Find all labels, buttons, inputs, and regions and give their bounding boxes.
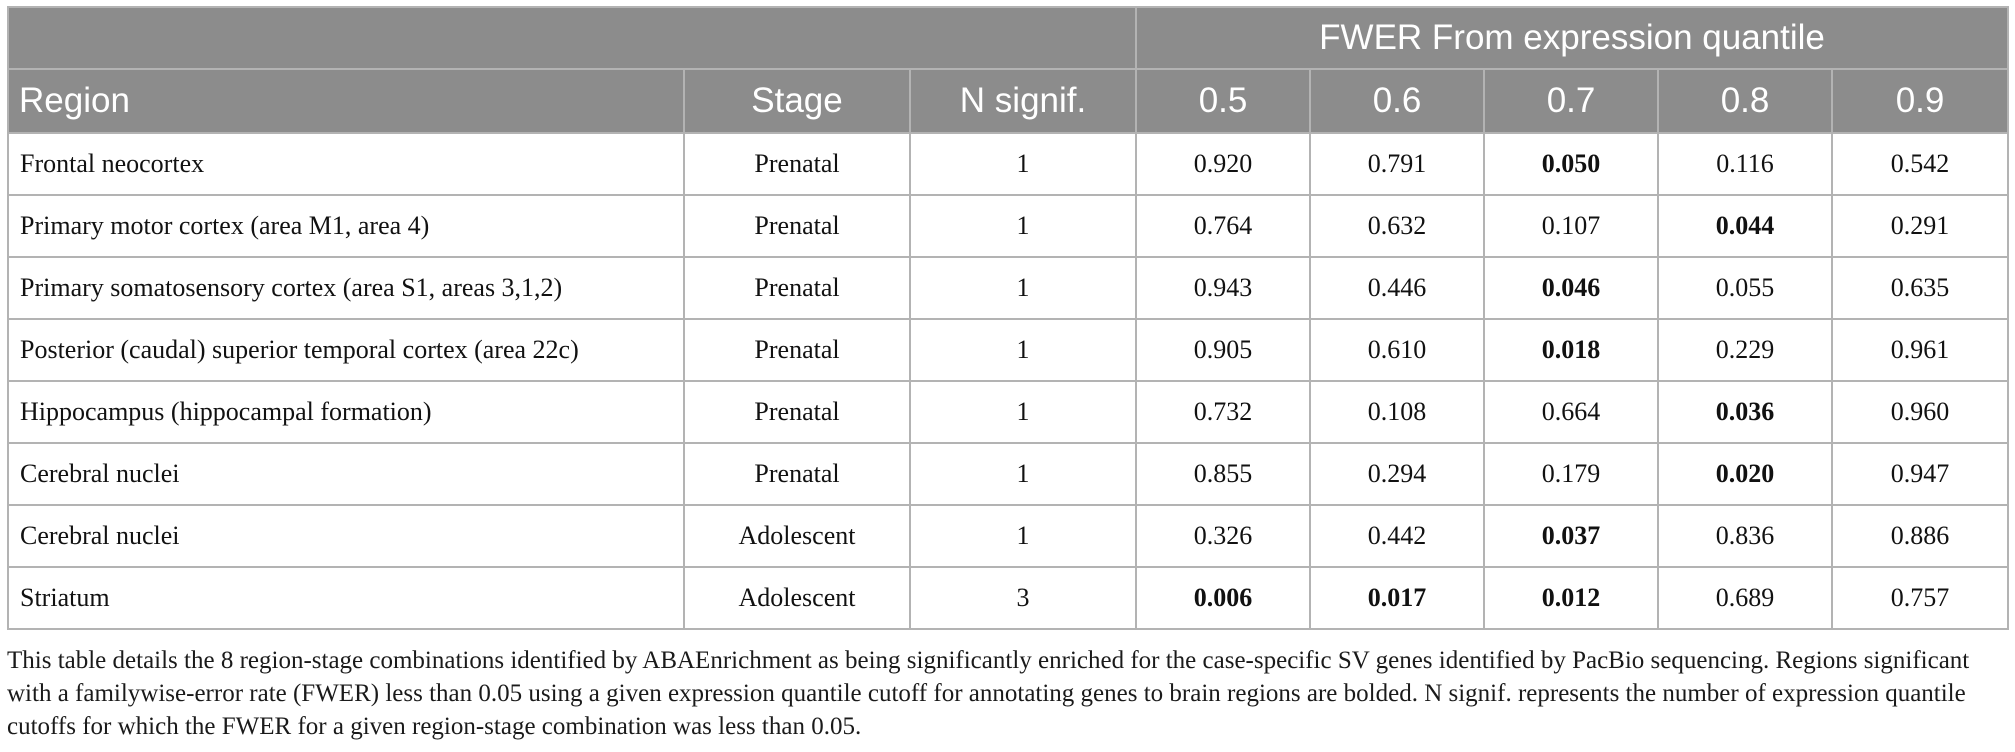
header-blank-cell <box>8 7 1136 69</box>
table-row <box>8 443 2008 505</box>
cell-fwer: 0.050 <box>1484 133 1658 195</box>
cell-fwer: 0.006 <box>1136 567 1310 629</box>
cell-fwer: 0.947 <box>1832 443 2008 505</box>
cell-fwer: 0.326 <box>1136 505 1310 567</box>
table-row <box>8 257 2008 319</box>
cell-stage: Prenatal <box>684 381 910 443</box>
cell-fwer: 0.610 <box>1310 319 1484 381</box>
cell-fwer: 0.920 <box>1136 133 1310 195</box>
cell-fwer: 0.886 <box>1832 505 2008 567</box>
cell-fwer: 0.635 <box>1832 257 2008 319</box>
cell-fwer: 0.905 <box>1136 319 1310 381</box>
cell-fwer: 0.791 <box>1310 133 1484 195</box>
cell-stage: Prenatal <box>684 319 910 381</box>
cell-stage: Adolescent <box>684 567 910 629</box>
cell-fwer: 0.291 <box>1832 195 2008 257</box>
cell-region: Primary motor cortex (area M1, area 4) <box>8 195 684 257</box>
cell-fwer: 0.855 <box>1136 443 1310 505</box>
cell-fwer: 0.044 <box>1658 195 1832 257</box>
cell-fwer: 0.943 <box>1136 257 1310 319</box>
cell-fwer: 0.036 <box>1658 381 1832 443</box>
cell-region: Posterior (caudal) superior temporal cortex (area 22c) <box>8 319 684 381</box>
cell-stage: Prenatal <box>684 195 910 257</box>
column-header-row <box>8 69 2008 133</box>
cell-fwer: 0.446 <box>1310 257 1484 319</box>
table-header <box>8 7 2008 133</box>
col-header-q08: 0.8 <box>1658 69 1832 133</box>
cell-fwer: 0.632 <box>1310 195 1484 257</box>
col-header-q05: 0.5 <box>1136 69 1310 133</box>
cell-fwer: 0.664 <box>1484 381 1658 443</box>
cell-fwer: 0.961 <box>1832 319 2008 381</box>
super-header-row <box>8 7 2008 69</box>
cell-fwer: 0.116 <box>1658 133 1832 195</box>
cell-fwer: 0.108 <box>1310 381 1484 443</box>
cell-fwer: 0.037 <box>1484 505 1658 567</box>
cell-region: Cerebral nuclei <box>8 505 684 567</box>
col-header-stage: Stage <box>684 69 910 133</box>
cell-fwer: 0.836 <box>1658 505 1832 567</box>
cell-fwer: 0.294 <box>1310 443 1484 505</box>
table-row <box>8 319 2008 381</box>
col-header-q06: 0.6 <box>1310 69 1484 133</box>
cell-fwer: 0.107 <box>1484 195 1658 257</box>
table-row <box>8 195 2008 257</box>
cell-fwer: 0.018 <box>1484 319 1658 381</box>
cell-fwer: 0.757 <box>1832 567 2008 629</box>
cell-fwer: 0.442 <box>1310 505 1484 567</box>
cell-fwer: 0.960 <box>1832 381 2008 443</box>
table-row <box>8 567 2008 629</box>
cell-fwer: 0.229 <box>1658 319 1832 381</box>
cell-fwer: 0.046 <box>1484 257 1658 319</box>
cell-region: Primary somatosensory cortex (area S1, areas 3,1,2) <box>8 257 684 319</box>
table-row <box>8 505 2008 567</box>
cell-n-signif: 1 <box>910 133 1136 195</box>
table-row <box>8 133 2008 195</box>
cell-n-signif: 3 <box>910 567 1136 629</box>
cell-n-signif: 1 <box>910 381 1136 443</box>
cell-region: Frontal neocortex <box>8 133 684 195</box>
table-row <box>8 381 2008 443</box>
col-header-q09: 0.9 <box>1832 69 2008 133</box>
cell-n-signif: 1 <box>910 195 1136 257</box>
table-body <box>8 133 2008 629</box>
fwer-super-header: FWER From expression quantile <box>1136 7 2008 69</box>
cell-stage: Adolescent <box>684 505 910 567</box>
cell-fwer: 0.017 <box>1310 567 1484 629</box>
cell-fwer: 0.689 <box>1658 567 1832 629</box>
cell-n-signif: 1 <box>910 319 1136 381</box>
cell-region: Hippocampus (hippocampal formation) <box>8 381 684 443</box>
cell-fwer: 0.764 <box>1136 195 1310 257</box>
cell-n-signif: 1 <box>910 257 1136 319</box>
cell-stage: Prenatal <box>684 133 910 195</box>
cell-stage: Prenatal <box>684 257 910 319</box>
cell-stage: Prenatal <box>684 443 910 505</box>
table-caption: This table details the 8 region-stage combinations identified by ABAEnrichment as being significantly enriched for the case-specific SV genes identified by PacBio sequencing. Regions significant with a familywise-error rate (FWER) less than 0.05 using a given expression quantile cutoff for annotating genes to brain regions are bolded. N signif. represents the number of expression quantile cutoffs for which the FWER for a given region-stage combination was less than 0.05. <box>7 647 1970 740</box>
cell-fwer: 0.020 <box>1658 443 1832 505</box>
cell-region: Cerebral nuclei <box>8 443 684 505</box>
cell-region: Striatum <box>8 567 684 629</box>
cell-fwer: 0.012 <box>1484 567 1658 629</box>
cell-n-signif: 1 <box>910 505 1136 567</box>
cell-n-signif: 1 <box>910 443 1136 505</box>
results-table <box>7 6 2009 630</box>
col-header-region: Region <box>8 69 684 133</box>
cell-fwer: 0.179 <box>1484 443 1658 505</box>
cell-fwer: 0.055 <box>1658 257 1832 319</box>
cell-fwer: 0.732 <box>1136 381 1310 443</box>
col-header-n-signif: N signif. <box>910 69 1136 133</box>
col-header-q07: 0.7 <box>1484 69 1658 133</box>
cell-fwer: 0.542 <box>1832 133 2008 195</box>
